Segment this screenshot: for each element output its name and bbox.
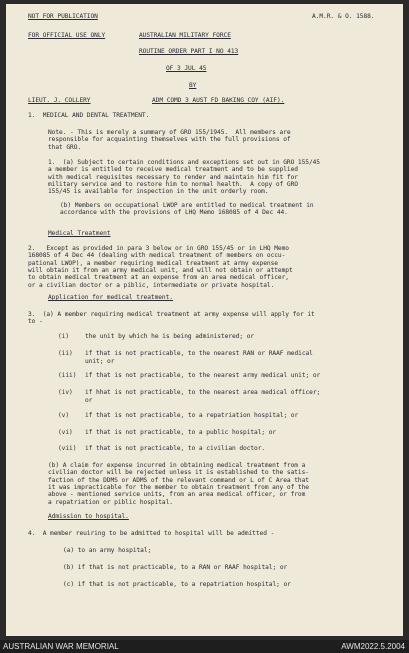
medical-treatment-heading: Medical Treatment — [48, 230, 111, 237]
admission-item: (c) if that is not practicable, to a repatriation hospital; or — [63, 581, 291, 588]
unit-name: ADM COMD 3 AUST FD BAKING COY (AIF). — [152, 97, 285, 104]
paragraph-2-text: 2. Except as provided in para 3 below or in GRO 155/45 or in LHQ Memo — [28, 245, 289, 252]
sub-item-number: (v) — [58, 412, 70, 419]
archive-footer — [0, 640, 409, 653]
paragraph-1a-text: a member is entitled to receive medical treatment and to be supplied — [48, 166, 298, 174]
note-text: that GRO. — [48, 143, 82, 151]
sub-item-number: (vi) — [58, 429, 73, 436]
paragraph-3a-text: 3. (a) A member requiring medical treatment at army expense will apply for it — [28, 311, 315, 318]
paragraph-2-text: will obtain it from an army medical unit, and will not obtain or attempt — [28, 266, 293, 274]
paragraph-3b-text: it was impracticable for the member to obtain treatment from any of the — [48, 483, 309, 491]
publication-restriction: NOT FOR PUBLICATION — [28, 13, 98, 20]
sub-item-number: (iv) — [58, 389, 73, 396]
sub-item-text: the unit by which he is being administered; or — [85, 333, 255, 340]
section-1-title: 1. MEDICAL AND DENTAL TREATMENT. — [28, 112, 150, 119]
admission-item: (b) if that is not practicable, to a RAN or RAAF hospital; or — [63, 564, 288, 571]
sub-item-text: if that is not practicable, to a repatriation hospital; or — [85, 412, 299, 419]
paragraph-4-text: 4. A member reuiring to be admitted to hospital will be admitted - — [28, 530, 275, 537]
force-name: AUSTRALIAN MILITARY FORCE — [139, 32, 231, 39]
paragraph-1a-text: 1. (a) Subject to certain conditions and exceptions set out in GRO 155/45 — [48, 159, 320, 166]
official-use-notice: FOR OFFICIAL USE ONLY — [28, 32, 106, 39]
sub-item-text: if that is not practicable, to a public hospital; or — [85, 429, 277, 436]
order-reference: A.M.R. & O. 1588. — [312, 13, 375, 20]
paragraph-3b-text: a repatriation or piblic hospital. — [48, 498, 173, 506]
sub-item-number: (vii) — [58, 445, 77, 452]
archive-name: AUSTRALIAN WAR MEMORIAL — [3, 642, 119, 651]
paragraph-1b-text: accordance with the provisions of LHQ Memo 168085 of 4 Dec 44. — [60, 209, 288, 217]
routine-order-title: ROUTINE ORDER PART I NO 413 — [139, 48, 239, 55]
paragraph-1a-text: with medical requisites necessary to render and maintain him fit for — [48, 173, 298, 181]
order-date: OF 3 JUL 45 — [166, 65, 207, 72]
sub-item-text: unit; or — [85, 357, 115, 365]
sub-item-text: or — [85, 396, 93, 404]
paragraph-1a-text: military service and to restore him to normal health. A copy of GRO — [48, 180, 298, 188]
paragraph-3b-text: (b) A claim for expense incurred in obtaining medical treatment from a — [48, 462, 306, 469]
paragraph-3b-text: faction of the DDMS or ADMS of the relevant command or L of C Area that — [48, 476, 309, 484]
paragraph-2-text: 168085 of 4 Dec 44 (dealing with medical treatment of members on occu- — [28, 252, 286, 260]
paragraph-2-text: to obtain medical treatment at an expense from an area medical officer, — [28, 274, 289, 282]
application-heading: Application for medical treatment. — [48, 294, 173, 301]
admission-heading: Admission to hospital. — [48, 513, 129, 520]
note-text: responsible for acquainting themselves with the full provisions of — [48, 136, 291, 144]
by-label: BY — [189, 82, 197, 89]
document-page — [6, 4, 403, 636]
paragraph-3a-text: to - — [28, 318, 43, 326]
paragraph-2-text: or a civilian doctor or a piblic, intermediate or private hospital. — [28, 281, 275, 289]
note-text: Note. - This is merely a summary of GRO 155/1945. All members are — [48, 129, 291, 136]
sub-item-text: if that is not practicable, to a civilian doctor. — [85, 445, 266, 452]
sub-item-number: (iii) — [58, 372, 77, 379]
sub-item-number: (i) — [58, 333, 70, 340]
sub-item-number: (ii) — [58, 350, 73, 357]
admission-item: (a) to an army hospital; — [63, 547, 152, 554]
paragraph-3b-text: civilian doctor will be rejected unless it is established to the satis- — [48, 469, 309, 477]
sub-item-text: if that is not practicable, to the nearest RAN or RAAF medical — [85, 350, 313, 357]
paragraph-3b-text: above - mentioned service units, from an area medical officer, or from — [48, 491, 306, 499]
paragraph-1b-text: (b) Members on occupational LWOP are entitled to medical treatment in — [60, 202, 314, 209]
paragraph-1a-text: 155/45 is available for inspection in the unit orderly room. — [48, 188, 269, 196]
sub-item-text: if hhat is not practicable, to the nearest area medical officer; — [85, 389, 321, 396]
archive-reference: AWM2022.5.2004 — [341, 642, 405, 651]
paragraph-2-text: pational LWOP), a member requiring medical treatment at army expense — [28, 259, 278, 267]
officer-name: LIEUT. J. COLLERY — [28, 97, 91, 104]
sub-item-text: if that is not practicable, to the nearest army medical unit; or — [85, 372, 321, 379]
